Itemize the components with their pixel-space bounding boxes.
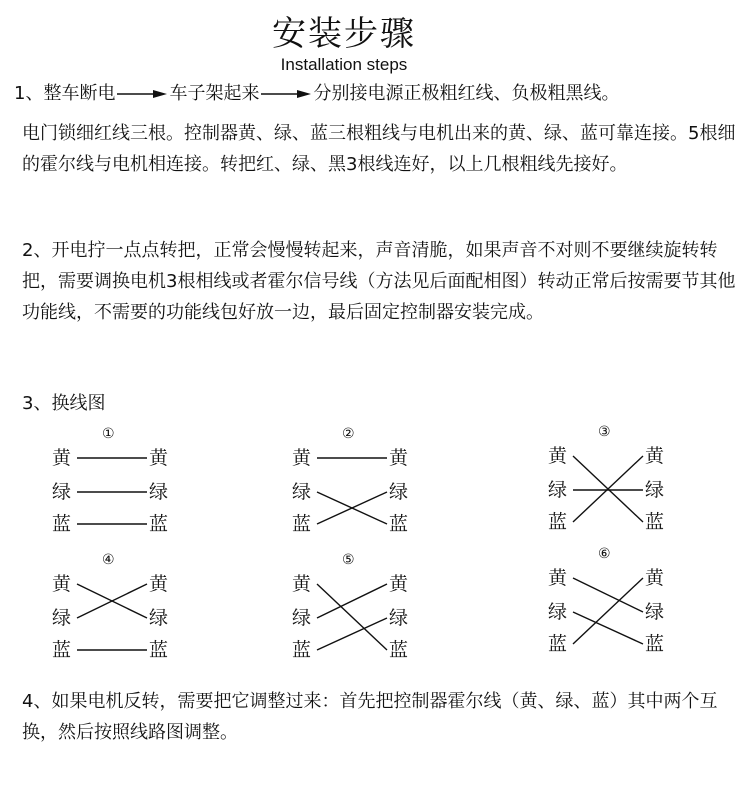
right-wire-label: 黄 [645, 567, 665, 589]
paragraph-wiring: 电门锁细红线三根。控制器黄、绿、蓝三根粗线与电机出来的黄、绿、蓝可靠连接。5根细的霍尔线与电机相连接。转把红、绿、黑3根线连好，以上几根粗线先接好。 [22, 123, 736, 175]
right-wire-label: 黄 [645, 445, 665, 467]
paragraph-step-4: 4、如果电机反转，需要把它调整过来：首先把控制器霍尔线（黄、绿、蓝）其中两个互换，然后按照线路图调整。 [22, 691, 718, 743]
diagram-number: ① [102, 426, 115, 442]
right-wire-label: 绿 [149, 607, 169, 629]
wire-line [573, 578, 643, 612]
wire-line [573, 578, 643, 644]
right-wire-label: 黄 [389, 573, 409, 595]
wiring-diagram-1 [52, 422, 172, 540]
left-wire-label: 绿 [52, 607, 72, 629]
wire-line [573, 612, 643, 644]
wiring-diagram-3 [548, 420, 668, 538]
right-wire-label: 蓝 [149, 513, 169, 535]
left-wire-label: 黄 [292, 573, 312, 595]
step-1-middle: 车子架起来 [169, 83, 260, 104]
left-wire-label: 绿 [292, 607, 312, 629]
left-wire-label: 蓝 [548, 633, 568, 655]
right-wire-label: 黄 [389, 447, 409, 469]
wiring-diagram-2 [292, 422, 412, 540]
diagram-number: ④ [102, 552, 115, 568]
right-wire-label: 蓝 [389, 513, 409, 535]
arrow-right-icon [117, 88, 167, 100]
wiring-diagram-5 [292, 548, 412, 666]
section-3-title: 3、换线图 [22, 393, 106, 414]
diagram-number: ③ [598, 424, 611, 440]
wiring-diagram-6 [548, 542, 668, 660]
left-wire-label: 蓝 [52, 513, 72, 535]
left-wire-label: 蓝 [292, 639, 312, 661]
right-wire-label: 蓝 [645, 511, 665, 533]
wire-line [317, 584, 387, 618]
right-wire-label: 绿 [389, 607, 409, 629]
left-wire-label: 绿 [52, 481, 72, 503]
left-wire-label: 蓝 [292, 513, 312, 535]
right-wire-label: 绿 [645, 479, 665, 501]
left-wire-label: 黄 [52, 573, 72, 595]
paragraph-step-2: 2、开电拧一点点转把，正常会慢慢转起来，声音清脆，如果声音不对则不要继续旋转转把，需要调换电机3根相线或者霍尔信号线（方法见后面配相图）转动正常后按需要节其他功能线，不需要的功能线包好放一边，最后固定控制器安装完成。 [22, 240, 736, 323]
left-wire-label: 黄 [548, 445, 568, 467]
left-wire-label: 绿 [292, 481, 312, 503]
right-wire-label: 蓝 [149, 639, 169, 661]
left-wire-label: 黄 [292, 447, 312, 469]
right-wire-label: 绿 [645, 601, 665, 623]
step-1-tail: 分别接电源正极粗红线、负极粗黑线。 [313, 83, 620, 104]
wire-line [317, 618, 387, 650]
step-1-lead: 1、整车断电 [14, 83, 116, 104]
left-wire-label: 蓝 [52, 639, 72, 661]
right-wire-label: 绿 [389, 481, 409, 503]
left-wire-label: 蓝 [548, 511, 568, 533]
right-wire-label: 黄 [149, 573, 169, 595]
diagram-number: ⑥ [598, 546, 611, 562]
left-wire-label: 绿 [548, 601, 568, 623]
arrow-right-icon [261, 88, 311, 100]
diagram-number: ② [342, 426, 355, 442]
left-wire-label: 黄 [52, 447, 72, 469]
wiring-diagram-4 [52, 548, 172, 666]
page-subtitle: Installation steps [280, 55, 408, 74]
right-wire-label: 绿 [149, 481, 169, 503]
right-wire-label: 蓝 [645, 633, 665, 655]
right-wire-label: 蓝 [389, 639, 409, 661]
page-title: 安装步骤 [272, 14, 416, 54]
step-1 [14, 80, 744, 108]
wire-line [317, 584, 387, 650]
right-wire-label: 黄 [149, 447, 169, 469]
left-wire-label: 绿 [548, 479, 568, 501]
diagram-number: ⑤ [342, 552, 355, 568]
left-wire-label: 黄 [548, 567, 568, 589]
